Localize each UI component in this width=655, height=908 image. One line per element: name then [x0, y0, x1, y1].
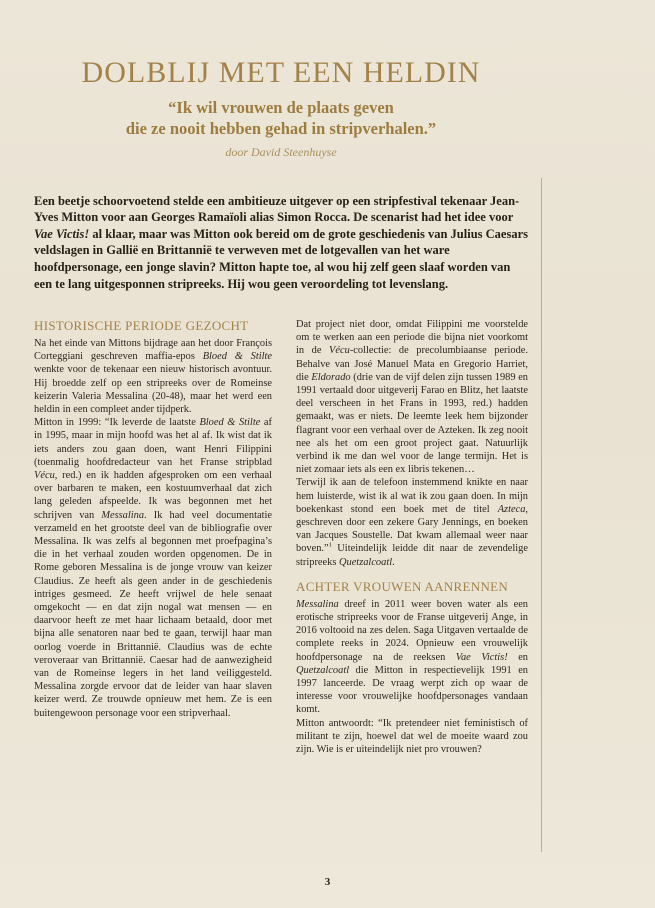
- pull-quote: [34, 97, 528, 141]
- paragraph: Mitton in 1999: “Ik leverde de laatste Bloed & Stilte af in 1995, maar in mijn hoofd was het al af. Ik wist dat ik iets anders zou gaan doen, want Henri Filippini (toenmalig hoofdredacteur van het Franse stripblad Vécu, red.) en ik hadden afgesproken om een verhaal over barbaren te maken, een kostuumverhaal dat zich lang geleden afspeelde. Ik was begonnen met het schrijven van Messalina. Ik had veel documentatie verzameld en het grootste deel van de bibliografie over Messalina. Ik was zelfs al begonnen met proefpagina’s die in het verhaal zouden worden opgenomen. De in Rome geboren Messalina is de jonge vrouw van keizer Claudius. Ze heeft als geen ander in de geschiedenis intriges gesmeed. Ze heeft vrijwel de hele senaat omgekocht — en dat zijn nogal wat mensen — en daarvoor heeft ze met haar lichaam betaald, door met bijna alle senatoren naar bed te gaan, terwijl haar man oorlog voerde in Brittannië. Claudius was de echte veroveraar van Brittannië. Caesar had de aanwezigheid van de Romeinse legers in het land veiliggesteld. Messalina zorgde ervoor dat de leider van haar slaven keizer werd. Ze trouwde opnieuw met hem. Ze is een buitengewoon personage voor een stripverhaal.: [34, 417, 272, 719]
- section-heading-historische-periode: HISTORISCHE PERIODE GEZOCHT: [34, 318, 249, 333]
- article-header: [34, 56, 528, 160]
- intro-paragraph: Een beetje schoorvoetend stelde een ambitieuze uitgever op een stripfestival tekenaar Jean-Yves Mitton voor aan Georges Ramaïoli alias Simon Rocca. De scenarist had het idee voor Vae Victis! al klaar, maar was Mitton ook bereid om de grote geschiedenis van Julius Caesars veldslagen in Gallië en Brittannië te verweven met de lotgevallen van het ware hoofdpersonage, een jonge slavin? Mitton hapte toe, al wou hij zelf geen slaaf worden van een te lang uitgesponnen stripreeks. Hij wou geen veroordeling tot levenslang.: [34, 193, 529, 291]
- column-divider: [541, 178, 542, 852]
- pull-quote-line-2: die ze nooit hebben gehad in stripverhalen.”: [125, 119, 437, 139]
- paragraph: Dat project niet door, omdat Filippini me voorstelde om te werken aan een periode die bijna niet voorkomt in de Vécu-collectie: de precolumbiaanse periode. Behalve van José Manuel Mata en Gregorio Harriet, die Eldorado (drie van de vijf delen zijn tussen 1989 en 1991 vertaald door uitgeverij Farao en Blitz, het laatste deel verscheen in het Frans in 1993, red.) hadden gemaakt, was er niets. De leemte leek hem bijzonder flagrant voor een verhaal over de Azteken. Ik zeg nooit nee als het om een groot project gaat. Natuurlijk verbind ik me dan wel voor de lange termijn. Het is niet zomaar iets als een ex libris tekenen…: [296, 319, 528, 476]
- left-column: [34, 318, 272, 720]
- pull-quote-line-1: “Ik wil vrouwen de plaats geven: [168, 97, 394, 117]
- right-column: [296, 318, 528, 756]
- paragraph: Messalina dreef in 2011 weer boven water als een erotische stripreeks voor de Franse uitgeverij Ange, in 2016 voltooid na zes delen. Saga Uitgaven vertaalde de complete reeks in 2024. Opnieuw een vrouwelijk hoofdpersonage na de reeksen Vae Victis! en Quetzalcoatl die Mitton in respectievelijk 1991 en 1997 lanceerde. De vraag werpt zich op waar de interesse voor vrouwelijke hoofdpersonages vandaan komt.: [296, 598, 528, 716]
- paragraph: Mitton antwoordt: “Ik pretendeer niet feministisch of militant te zijn, hoewel dat wel de moeite waard zou zijn. Wie is er uiteindelijk niet pro vrouwen?: [296, 717, 528, 756]
- page-title: DOLBLIJ MET EEN HELDIN: [81, 56, 481, 89]
- paragraph: Na het einde van Mittons bijdrage aan het door François Corteggiani geschreven maffia-epos Bloed & Stilte wenkte voor de tekenaar een nieuw historisch avontuur. Hij broedde zelf op een stripreeks over de Romeinse keizerin Valeria Messalina (20-48), maar het werd een heldin in een compleet ander tijdperk.: [34, 338, 272, 416]
- section-heading-achter-vrouwen: ACHTER VROUWEN AANRENNEN: [296, 578, 509, 594]
- byline: door David Steenhuyse: [225, 145, 337, 160]
- paragraph: Terwijl ik aan de telefoon instemmend knikte en naar hem luisterde, wist ik al wat ik zou gaan doen. In mijn boekenkast stond een boek met de titel Azteca, geschreven door een zekere Gary Jennings, en boeken van Jacques Soustelle. Dat kwam allemaal weer naar boven.”$^1$ Uiteindelijk leidde dit naar de zevendelige stripreeks Quetzalcoatl.: [296, 477, 528, 568]
- page-number: 3: [324, 876, 331, 888]
